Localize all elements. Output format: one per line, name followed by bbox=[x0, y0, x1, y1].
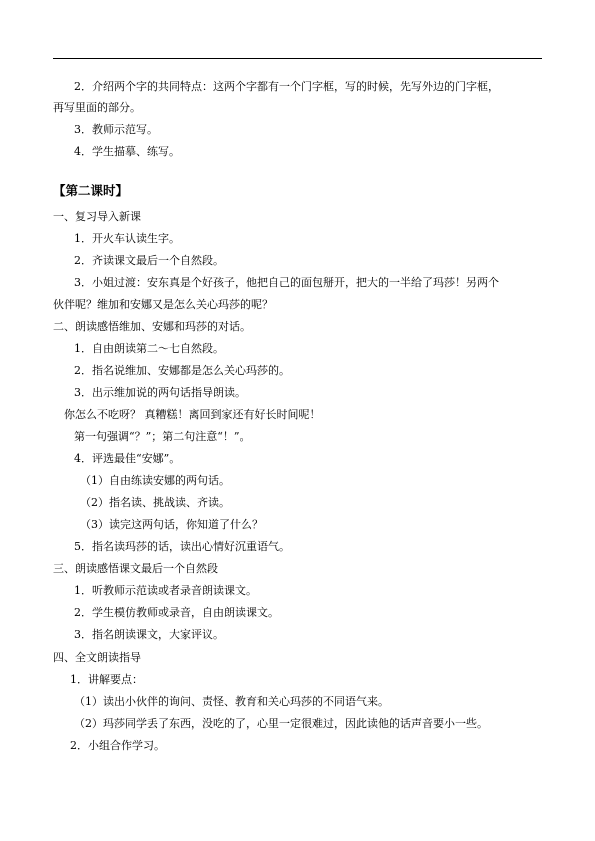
section-title: 三、朗读感悟课文最后一个自然段 bbox=[53, 562, 218, 575]
paragraph-line: 再写里面的部分。 bbox=[53, 101, 141, 114]
paragraph-line: 伙伴呢？维加和安娜又是怎么关心玛莎的呢？ bbox=[53, 298, 273, 311]
section-title: 一、复习导入新课 bbox=[53, 210, 141, 223]
list-item: 3．小姐过渡：安东真是个好孩子，他把自己的面包掰开，把大的一半给了玛莎！另两个 bbox=[74, 276, 499, 289]
sub-list-item: （3）读完这两句话，你知道了什么？ bbox=[80, 518, 263, 531]
list-item: 2．指名说维加、安娜都是怎么关心玛莎的。 bbox=[74, 364, 290, 377]
sub-list-item: （2）指名读、挑战读、齐读。 bbox=[80, 496, 230, 509]
list-item: 3．指名朗读课文，大家评议。 bbox=[74, 628, 224, 641]
list-item: 5．指名读玛莎的话，读出心情好沉重语气。 bbox=[74, 540, 290, 553]
list-item: 1．听教师示范读或者录音朗读课文。 bbox=[74, 584, 257, 597]
quote-line: 你怎么不吃呀？ 真糟糕！离回到家还有好长时间呢！ bbox=[64, 408, 321, 421]
list-item: 4．评选最佳“安娜”。 bbox=[74, 452, 181, 465]
sub-list-item: （2）玛莎同学丢了东西，没吃的了，心里一定很难过，因此读他的话声音要小一些。 bbox=[74, 717, 488, 730]
sub-list-item: （1）自由练读安娜的两句话。 bbox=[80, 474, 230, 487]
sub-list-item: （1）读出小伙伴的询问、责怪、教育和关心玛莎的不同语气来。 bbox=[74, 695, 389, 708]
paragraph-line: 2．介绍两个字的共同特点：这两个字都有一个门字框，写的时候，先写外边的门字框， bbox=[74, 80, 499, 93]
list-item: 4．学生描摹、练写。 bbox=[74, 145, 180, 158]
section-heading: 【第二课时】 bbox=[53, 183, 129, 198]
list-item: 2．齐读课文最后一个自然段。 bbox=[74, 254, 224, 267]
list-item: 1．讲解要点： bbox=[70, 673, 143, 686]
list-item: 1．自由朗读第二～七自然段。 bbox=[74, 342, 224, 355]
list-item: 3．出示维加说的两句话指导朗读。 bbox=[74, 386, 246, 399]
list-item: 2．小组合作学习。 bbox=[70, 739, 165, 752]
list-item: 3．教师示范写。 bbox=[74, 123, 158, 136]
note-line: 第一句强调“？”；第二句注意“！”。 bbox=[74, 430, 251, 443]
list-item: 1．开火车认读生字。 bbox=[74, 232, 180, 245]
list-item: 2．学生模仿教师或录音，自由朗读课文。 bbox=[74, 606, 279, 619]
section-title: 二、朗读感悟维加、安娜和玛莎的对话。 bbox=[53, 320, 251, 333]
header-rule bbox=[53, 58, 542, 59]
section-title: 四、全文朗读指导 bbox=[53, 651, 141, 664]
